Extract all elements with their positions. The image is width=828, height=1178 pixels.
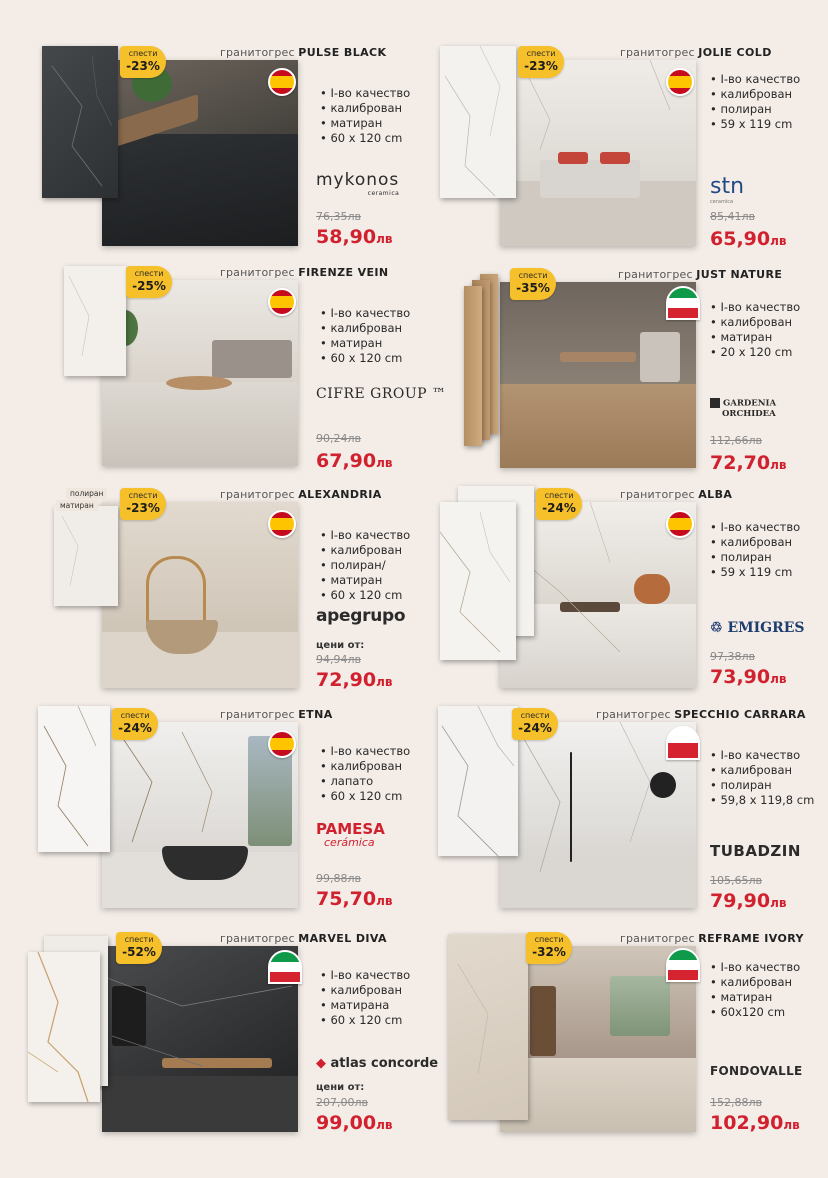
spain-flag-icon <box>268 288 296 316</box>
product-card-marvel-diva[interactable] <box>40 930 440 1145</box>
old-price: 94,94лв <box>316 653 362 666</box>
tile-sample <box>440 502 516 660</box>
spec-item: • I-во качество <box>320 968 410 983</box>
new-price: 75,70лв <box>316 888 393 910</box>
discount-badge: спести -23% <box>518 46 564 78</box>
discount-badge: спести -23% <box>120 488 166 520</box>
spec-list <box>710 748 814 808</box>
italy-flag-icon <box>666 286 700 320</box>
gardenia-mark-icon <box>710 398 720 408</box>
old-price: 85,41лв <box>710 210 756 223</box>
spec-item: • калиброван <box>320 543 410 558</box>
product-title: гранитогрес ETNA <box>220 708 333 721</box>
product-card-just-nature[interactable] <box>438 266 828 481</box>
spec-item: • 60 x 120 cm <box>320 351 410 366</box>
spec-item: • I-во качество <box>710 960 800 975</box>
italy-flag-icon <box>666 948 700 982</box>
product-card-reframe-ivory[interactable] <box>438 930 828 1145</box>
new-price: 58,90лв <box>316 226 393 248</box>
product-title: гранитогрес REFRAME IVORY <box>620 932 804 945</box>
recycle-icon: ♲ <box>710 620 723 636</box>
spec-item: • калиброван <box>320 759 410 774</box>
spec-list <box>320 744 410 804</box>
product-title: гранитогрес ALBA <box>620 488 733 501</box>
spain-flag-icon <box>268 510 296 538</box>
discount-badge: спести -52% <box>116 932 162 964</box>
discount-badge: спести -25% <box>126 266 172 298</box>
spec-item: • I-во качество <box>710 300 800 315</box>
tile-sample <box>438 706 518 856</box>
brand-logo-atlas-concorde: ◆ atlas concorde <box>316 1056 439 1071</box>
old-price: 112,66лв <box>710 434 763 447</box>
spec-list <box>710 300 800 360</box>
product-card-pulse-black[interactable] <box>40 44 440 259</box>
old-price: 99,88лв <box>316 872 362 885</box>
old-price: 90,24лв <box>316 432 362 445</box>
atlas-mark-icon: ◆ <box>316 1056 326 1071</box>
spec-item: • матиран <box>320 336 410 351</box>
discount-badge: спести -24% <box>536 488 582 520</box>
brand-logo-apegrupo: apegrupo <box>316 606 406 626</box>
spec-item: • полиран/ <box>320 558 410 573</box>
new-price: 72,70лв <box>710 452 787 474</box>
spain-flag-icon <box>268 68 296 96</box>
tile-sample <box>42 46 118 198</box>
spec-item: • матиран <box>710 990 800 1005</box>
spec-list <box>320 306 410 366</box>
spec-item: • калиброван <box>710 87 800 102</box>
spec-item: • матирана <box>320 998 410 1013</box>
brand-logo-stn: stn ceramica <box>710 174 745 205</box>
price-from-label: цени от: <box>316 1082 365 1093</box>
new-price: 67,90лв <box>316 450 393 472</box>
spec-item: • I-во качество <box>320 86 410 101</box>
spec-item: • лапато <box>320 774 410 789</box>
discount-badge: спести -23% <box>120 46 166 78</box>
spec-item: • I-во качество <box>710 748 814 763</box>
product-title: гранитогрес JUST NATURE <box>618 268 783 281</box>
tile-sample <box>448 934 528 1120</box>
spec-item: • матиран <box>320 573 410 588</box>
product-card-etna[interactable] <box>40 706 440 921</box>
spec-item: • 59 x 119 cm <box>710 565 800 580</box>
new-price: 79,90лв <box>710 890 787 912</box>
spec-item: • 20 x 120 cm <box>710 345 800 360</box>
tile-sample-plank <box>464 286 482 446</box>
product-title: гранитогрес SPECCHIO CARRARA <box>596 708 806 721</box>
brand-logo-mykonos: mykonos ceramica <box>316 170 400 197</box>
spec-item: • 60 x 120 cm <box>320 131 410 146</box>
tile-sample <box>28 952 100 1102</box>
spec-item: • полиран <box>710 102 800 117</box>
discount-badge: спести -35% <box>510 268 556 300</box>
product-card-specchio-carrara[interactable] <box>438 706 828 921</box>
spec-item: • калиброван <box>710 535 800 550</box>
spec-list <box>710 520 800 580</box>
spain-flag-icon <box>666 510 694 538</box>
spec-item: • 60 x 120 cm <box>320 1013 410 1028</box>
spec-item: • калиброван <box>710 975 800 990</box>
poland-flag-icon <box>666 726 700 760</box>
new-price: 102,90лв <box>710 1112 800 1134</box>
new-price: 99,00лв <box>316 1112 393 1134</box>
discount-badge: спести -24% <box>512 708 558 740</box>
spec-list <box>320 968 410 1028</box>
spec-item: • 59,8 x 119,8 cm <box>710 793 814 808</box>
brand-logo-cifre: CIFRE GROUP ™ <box>316 386 447 402</box>
spec-item: • 60 x 120 cm <box>320 789 410 804</box>
new-price: 65,90лв <box>710 228 787 250</box>
spec-item: • I-во качество <box>320 306 410 321</box>
spec-list <box>320 86 410 146</box>
brand-logo-emigres: ♲ EMIGRES <box>710 620 805 636</box>
spec-item: • калиброван <box>710 315 800 330</box>
discount-badge: спести -32% <box>526 932 572 964</box>
old-price: 207,00лв <box>316 1096 369 1109</box>
spain-flag-icon <box>666 68 694 96</box>
product-card-alba[interactable] <box>438 486 828 701</box>
italy-flag-icon <box>268 950 302 984</box>
tile-sample <box>54 506 118 606</box>
brand-logo-fondovalle: FONDOVALLE <box>710 1064 803 1078</box>
spec-item: • 60x120 cm <box>710 1005 800 1020</box>
tile-sample <box>64 266 126 376</box>
spec-item: • полиран <box>710 550 800 565</box>
spec-item: • матиран <box>320 116 410 131</box>
product-title: гранитогрес ALEXANDRIA <box>220 488 382 501</box>
price-from-label: цени от: <box>316 640 365 651</box>
spec-item: • калиброван <box>320 983 410 998</box>
finish-label-matte: матиран <box>56 500 98 511</box>
spec-item: • калиброван <box>320 321 410 336</box>
spec-item: • 59 x 119 cm <box>710 117 800 132</box>
spain-flag-icon <box>268 730 296 758</box>
new-price: 72,90лв <box>316 669 393 691</box>
spec-item: • калиброван <box>320 101 410 116</box>
finish-label-polished: полиран <box>66 488 107 499</box>
product-card-jolie-cold[interactable] <box>438 44 828 259</box>
spec-item: • полиран <box>710 778 814 793</box>
old-price: 105,65лв <box>710 874 763 887</box>
spec-item: • I-во качество <box>710 72 800 87</box>
product-card-alexandria[interactable] <box>40 486 440 701</box>
brand-logo-pamesa: PAMESA cerámica <box>316 820 385 849</box>
product-card-firenze-vein[interactable] <box>40 264 447 479</box>
old-price: 152,88лв <box>710 1096 763 1109</box>
spec-list <box>710 960 800 1020</box>
old-price: 97,38лв <box>710 650 756 663</box>
spec-item: • матиран <box>710 330 800 345</box>
brand-logo-gardenia-orchidea: GARDENIA ORCHIDEA <box>710 398 776 419</box>
spec-item: • I-во качество <box>320 744 410 759</box>
spec-list <box>710 72 800 132</box>
new-price: 73,90лв <box>710 666 787 688</box>
product-title: гранитогрес FIRENZE VEIN <box>220 266 389 279</box>
brand-logo-tubadzin: TUBADZIN <box>710 842 801 860</box>
spec-list <box>320 528 410 603</box>
spec-item: • калиброван <box>710 763 814 778</box>
spec-item: • 60 x 120 cm <box>320 588 410 603</box>
tile-sample <box>440 46 516 198</box>
spec-item: • I-во качество <box>710 520 800 535</box>
product-title: гранитогрес PULSE BLACK <box>220 46 387 59</box>
product-title: гранитогрес MARVEL DIVA <box>220 932 387 945</box>
old-price: 76,35лв <box>316 210 362 223</box>
tile-sample <box>38 706 110 852</box>
spec-item: • I-во качество <box>320 528 410 543</box>
discount-badge: спести -24% <box>112 708 158 740</box>
product-title: гранитогрес JOLIE COLD <box>620 46 772 59</box>
